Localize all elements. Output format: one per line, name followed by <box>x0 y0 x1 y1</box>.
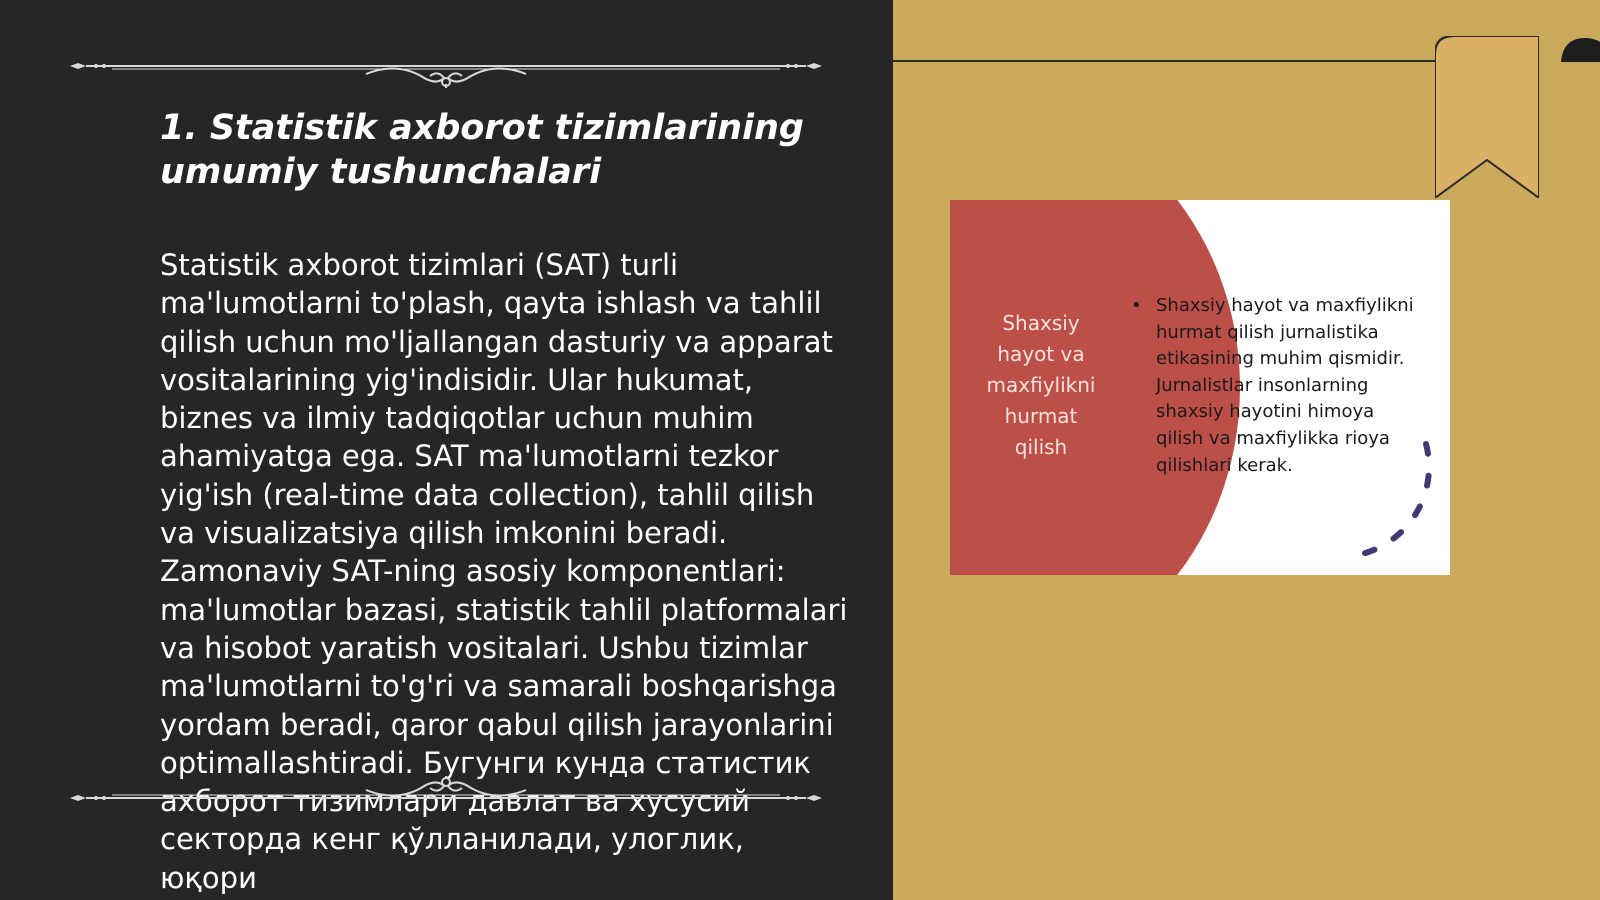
top-divider-ornament <box>66 44 826 88</box>
circle-label: Shaxsiy hayot va maxfiylikni hurmat qilish <box>986 311 1096 459</box>
slide-right-panel <box>893 0 1600 900</box>
bottom-divider-ornament <box>66 776 826 820</box>
dashed-arc-icon <box>1342 438 1442 563</box>
bullet-text: Shaxsiy hayot va maxfiylikni hurmat qilish jurnalistika etikasining muhim qismidir. Jurnalistlar insonlarning shaxsiy hayotini himoya qilish va maxfiylikka rioya qilishlari kerak. <box>1156 295 1414 476</box>
bookmark-ribbon-icon <box>1435 36 1539 198</box>
decorative-rule <box>893 60 1453 62</box>
slide-title: 1. Statistik axborot tizimlarining umumiy tushunchalari <box>160 108 804 192</box>
smartart-card <box>950 200 1450 575</box>
slide-body-text: Statistik axborot tizimlari (SAT) turli ma'lumotlarni to'plash, qayta ishlash va tahlil qilish uchun mo'ljallangan dasturiy va apparat vositalarining yig'indisidir. Ular hukumat, biznes va ilmiy tadqiqotlar uchun muhim ahamiyatga ega. SAT ma'lumotlarni tezkor yig'ish (real-time data collection), tahlil qilish va visualizatsiya qilish imkonini beradi. Zamonaviy SAT-ning asosiy komponentlari: ma'lumotlar bazasi, statistik tahlil platformalari va hisobot yaratish vositalari. Ushbu tizimlar ma'lumotlarni to'g'ri va samarali boshqarishga yordam beradi, qaror qabul qilish jarayonlarini optimallashtiradi. Бугунги кунда статистик ахборот тизимлари давлат ва хусусий секторда кенг қўлланилади, улоглик, юқори <box>160 248 848 895</box>
ribbon-curl-icon <box>1561 36 1600 64</box>
bullet-dot-icon: • <box>1131 295 1142 316</box>
